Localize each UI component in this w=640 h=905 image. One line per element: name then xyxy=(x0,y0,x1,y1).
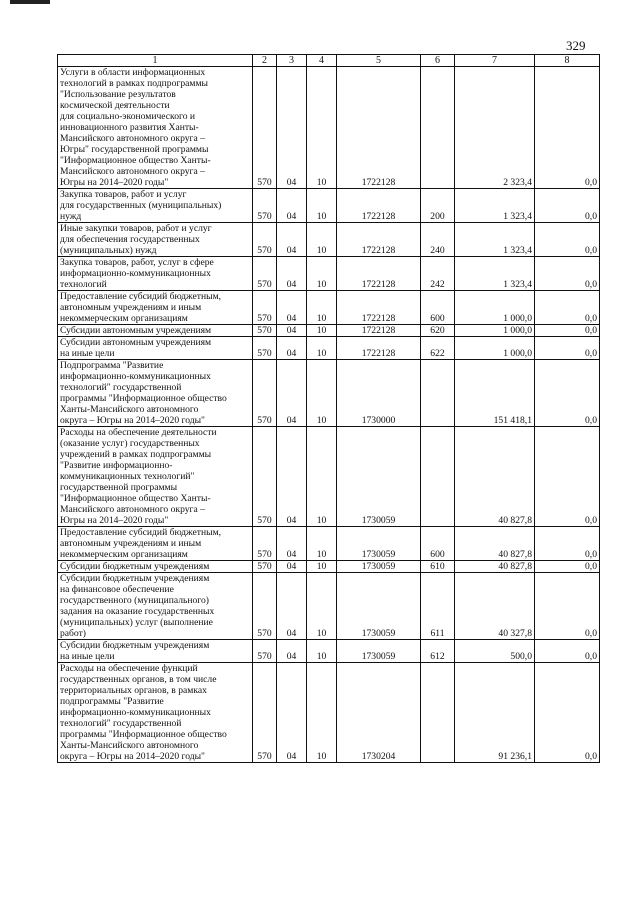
section-code-text: 04 xyxy=(286,211,297,222)
table-row xyxy=(58,189,600,223)
row-description-text: Закупка товаров, работ и услуг для государственных (муниципальных) нужд xyxy=(60,189,222,222)
row-description-text: Субсидии автономным учреждениям xyxy=(60,325,212,336)
section-code xyxy=(277,427,307,527)
section-code-text: 04 xyxy=(286,245,297,256)
admin-code xyxy=(253,337,277,360)
page-number: 329 xyxy=(566,38,586,53)
subsection-code-text: 10 xyxy=(316,628,327,639)
amount-value xyxy=(455,561,535,573)
scan-corner-mark xyxy=(10,0,50,4)
amount-value-2-text: 0,0 xyxy=(585,561,597,572)
amount-value xyxy=(455,257,535,291)
table-row xyxy=(58,640,600,663)
target-article-code-text: 1722128 xyxy=(361,325,396,336)
target-article-code-text: 1730059 xyxy=(361,515,396,526)
section-code-text: 04 xyxy=(286,628,297,639)
admin-code xyxy=(253,325,277,337)
section-code xyxy=(277,337,307,360)
row-description-text: Субсидии бюджетным учреждениям на иные цели xyxy=(60,640,210,662)
amount-value-2-text: 0,0 xyxy=(585,177,597,188)
expense-type-code xyxy=(421,223,455,257)
row-description xyxy=(58,561,253,573)
subsection-code-text: 10 xyxy=(316,561,327,572)
row-description xyxy=(58,663,253,763)
table-row xyxy=(58,360,600,427)
expense-type-code xyxy=(421,663,455,763)
admin-code-text: 570 xyxy=(257,279,272,290)
table-row xyxy=(58,291,600,325)
target-article-code-text: 1722128 xyxy=(361,177,396,188)
admin-code xyxy=(253,663,277,763)
amount-value xyxy=(455,223,535,257)
row-description-text: Подпрограмма "Развитие информационно-коммуникационных технологий" государственной программы "Информационное общество Ханты-Мансийского автономного округа – Югры на 2014–2020 годы" xyxy=(60,360,227,426)
subsection-code xyxy=(307,337,337,360)
target-article-code-text: 1722128 xyxy=(361,313,396,324)
amount-value-2-text: 0,0 xyxy=(585,313,597,324)
section-code xyxy=(277,257,307,291)
expense-type-code-text: 600 xyxy=(430,549,445,560)
expense-type-code xyxy=(421,337,455,360)
row-description-text: Закупка товаров, работ, услуг в сфере информационно-коммуникационных технологий xyxy=(60,257,214,290)
amount-value-2 xyxy=(535,67,600,189)
amount-value-text: 151 418,1 xyxy=(493,415,532,426)
expense-type-code xyxy=(421,573,455,640)
target-article-code xyxy=(337,640,421,663)
expense-type-code xyxy=(421,325,455,337)
admin-code xyxy=(253,527,277,561)
amount-value-text: 500,0 xyxy=(510,651,532,662)
subsection-code-text: 10 xyxy=(316,751,327,762)
amount-value-text: 40 827,8 xyxy=(498,561,532,572)
amount-value-2 xyxy=(535,337,600,360)
target-article-code xyxy=(337,561,421,573)
table-row xyxy=(58,561,600,573)
column-header: 2 xyxy=(253,55,277,67)
section-code xyxy=(277,561,307,573)
row-description xyxy=(58,360,253,427)
section-code-text: 04 xyxy=(286,325,297,336)
section-code xyxy=(277,67,307,189)
amount-value-text: 40 827,8 xyxy=(498,515,532,526)
subsection-code-text: 10 xyxy=(316,313,327,324)
admin-code-text: 570 xyxy=(257,628,272,639)
amount-value-2 xyxy=(535,640,600,663)
row-description xyxy=(58,67,253,189)
table-row xyxy=(58,325,600,337)
section-code-text: 04 xyxy=(286,348,297,359)
amount-value-2 xyxy=(535,573,600,640)
target-article-code-text: 1730059 xyxy=(361,651,396,662)
target-article-code-text: 1722128 xyxy=(361,348,396,359)
target-article-code xyxy=(337,189,421,223)
subsection-code xyxy=(307,640,337,663)
table-header-row xyxy=(58,55,600,67)
row-description-text: Субсидии автономным учреждениям на иные цели xyxy=(60,337,212,359)
admin-code-text: 570 xyxy=(257,651,272,662)
admin-code xyxy=(253,67,277,189)
table-row xyxy=(58,573,600,640)
section-code-text: 04 xyxy=(286,751,297,762)
admin-code-text: 570 xyxy=(257,211,272,222)
expense-type-code-text: 620 xyxy=(430,325,445,336)
admin-code-text: 570 xyxy=(257,348,272,359)
subsection-code-text: 10 xyxy=(316,245,327,256)
column-header: 3 xyxy=(277,55,307,67)
table-row xyxy=(58,663,600,763)
amount-value xyxy=(455,427,535,527)
amount-value-2 xyxy=(535,561,600,573)
admin-code-text: 570 xyxy=(257,515,272,526)
amount-value-2 xyxy=(535,663,600,763)
row-description xyxy=(58,291,253,325)
subsection-code xyxy=(307,291,337,325)
admin-code-text: 570 xyxy=(257,325,272,336)
target-article-code xyxy=(337,527,421,561)
amount-value-2 xyxy=(535,291,600,325)
amount-value-2-text: 0,0 xyxy=(585,348,597,359)
admin-code xyxy=(253,561,277,573)
row-description xyxy=(58,337,253,360)
amount-value-2-text: 0,0 xyxy=(585,211,597,222)
target-article-code xyxy=(337,427,421,527)
row-description xyxy=(58,189,253,223)
target-article-code-text: 1730204 xyxy=(361,751,396,762)
row-description xyxy=(58,427,253,527)
row-description-text: Субсидии бюджетным учреждениям xyxy=(60,561,210,572)
subsection-code xyxy=(307,257,337,291)
row-description xyxy=(58,640,253,663)
target-article-code xyxy=(337,360,421,427)
section-code-text: 04 xyxy=(286,651,297,662)
admin-code-text: 570 xyxy=(257,245,272,256)
subsection-code xyxy=(307,427,337,527)
amount-value-text: 1 000,0 xyxy=(503,313,532,324)
subsection-code xyxy=(307,360,337,427)
admin-code xyxy=(253,360,277,427)
amount-value-2-text: 0,0 xyxy=(585,245,597,256)
subsection-code-text: 10 xyxy=(316,325,327,336)
table-row xyxy=(58,257,600,291)
admin-code xyxy=(253,189,277,223)
amount-value-2-text: 0,0 xyxy=(585,325,597,336)
amount-value-2-text: 0,0 xyxy=(585,549,597,560)
subsection-code-text: 10 xyxy=(316,177,327,188)
expense-type-code-text: 612 xyxy=(430,651,445,662)
admin-code xyxy=(253,573,277,640)
amount-value-2 xyxy=(535,325,600,337)
section-code xyxy=(277,640,307,663)
amount-value-text: 91 236,1 xyxy=(498,751,532,762)
target-article-code xyxy=(337,257,421,291)
section-code-text: 04 xyxy=(286,415,297,426)
admin-code-text: 570 xyxy=(257,751,272,762)
expense-type-code xyxy=(421,257,455,291)
budget-table xyxy=(57,54,600,763)
row-description-text: Услуги в области информационных технологий в рамках подпрограммы "Использование результатов космической деятельности для социально-экономического и инновационного развития Ханты- Мансийского автономного округа – Югры" государственной программы "Информационное общество Ханты- Мансийского автономного округа – Югры на 2014–2020 годы" xyxy=(60,67,211,188)
expense-type-code-text: 200 xyxy=(430,211,445,222)
section-code xyxy=(277,663,307,763)
amount-value-text: 1 323,4 xyxy=(503,245,532,256)
section-code xyxy=(277,189,307,223)
subsection-code-text: 10 xyxy=(316,279,327,290)
expense-type-code xyxy=(421,360,455,427)
row-description-text: Расходы на обеспечение функций государственных органов, в том числе территориальных органов, в рамках подпрограммы "Развитие информационно-коммуникационных технологий" государственной программы "Информационное общество Ханты-Мансийского автономного округа – Югры на 2014–2020 годы" xyxy=(60,663,227,762)
amount-value xyxy=(455,325,535,337)
admin-code-text: 570 xyxy=(257,177,272,188)
amount-value xyxy=(455,291,535,325)
amount-value xyxy=(455,189,535,223)
column-header: 1 xyxy=(58,55,253,67)
admin-code xyxy=(253,427,277,527)
amount-value-2-text: 0,0 xyxy=(585,628,597,639)
expense-type-code xyxy=(421,527,455,561)
amount-value-text: 1 323,4 xyxy=(503,279,532,290)
subsection-code-text: 10 xyxy=(316,211,327,222)
expense-type-code-text: 611 xyxy=(430,628,445,639)
amount-value-text: 1 000,0 xyxy=(503,348,532,359)
subsection-code-text: 10 xyxy=(316,549,327,560)
expense-type-code xyxy=(421,67,455,189)
target-article-code xyxy=(337,223,421,257)
admin-code xyxy=(253,257,277,291)
subsection-code xyxy=(307,325,337,337)
amount-value-text: 40 827,8 xyxy=(498,549,532,560)
expense-type-code-text: 622 xyxy=(430,348,445,359)
row-description xyxy=(58,325,253,337)
expense-type-code xyxy=(421,561,455,573)
target-article-code-text: 1730059 xyxy=(361,549,396,560)
subsection-code xyxy=(307,67,337,189)
amount-value xyxy=(455,527,535,561)
row-description xyxy=(58,527,253,561)
expense-type-code-text: 240 xyxy=(430,245,445,256)
amount-value xyxy=(455,67,535,189)
amount-value xyxy=(455,573,535,640)
row-description xyxy=(58,573,253,640)
row-description xyxy=(58,223,253,257)
target-article-code-text: 1722128 xyxy=(361,245,396,256)
amount-value-text: 2 323,4 xyxy=(503,177,532,188)
section-code xyxy=(277,527,307,561)
section-code xyxy=(277,573,307,640)
subsection-code-text: 10 xyxy=(316,515,327,526)
amount-value-2 xyxy=(535,257,600,291)
amount-value-2 xyxy=(535,360,600,427)
admin-code-text: 570 xyxy=(257,313,272,324)
section-code xyxy=(277,223,307,257)
amount-value-2-text: 0,0 xyxy=(585,279,597,290)
subsection-code xyxy=(307,223,337,257)
admin-code-text: 570 xyxy=(257,415,272,426)
target-article-code xyxy=(337,663,421,763)
target-article-code-text: 1730059 xyxy=(361,628,396,639)
admin-code xyxy=(253,223,277,257)
subsection-code xyxy=(307,527,337,561)
amount-value xyxy=(455,663,535,763)
column-header: 8 xyxy=(535,55,600,67)
section-code-text: 04 xyxy=(286,515,297,526)
column-header: 4 xyxy=(307,55,337,67)
subsection-code-text: 10 xyxy=(316,348,327,359)
table-row xyxy=(58,427,600,527)
admin-code xyxy=(253,291,277,325)
row-description-text: Расходы на обеспечение деятельности (оказание услуг) государственных учреждений в рамках подпрограммы "Развитие информационно- коммуникационных технологий" государственной программы "Информационное общество Ханты- Мансийского автономного округа – Югры на 2014–2020 годы" xyxy=(60,427,217,526)
amount-value-2 xyxy=(535,189,600,223)
target-article-code-text: 1722128 xyxy=(361,279,396,290)
subsection-code-text: 10 xyxy=(316,415,327,426)
target-article-code xyxy=(337,573,421,640)
amount-value-2 xyxy=(535,223,600,257)
amount-value xyxy=(455,337,535,360)
section-code-text: 04 xyxy=(286,177,297,188)
subsection-code xyxy=(307,663,337,763)
expense-type-code xyxy=(421,189,455,223)
expense-type-code-text: 242 xyxy=(430,279,445,290)
amount-value-text: 40 327,8 xyxy=(498,628,532,639)
amount-value-2 xyxy=(535,527,600,561)
subsection-code xyxy=(307,573,337,640)
amount-value xyxy=(455,360,535,427)
row-description xyxy=(58,257,253,291)
target-article-code-text: 1730059 xyxy=(361,561,396,572)
table-row xyxy=(58,527,600,561)
amount-value-2 xyxy=(535,427,600,527)
section-code xyxy=(277,325,307,337)
target-article-code xyxy=(337,291,421,325)
target-article-code xyxy=(337,67,421,189)
row-description-text: Иные закупки товаров, работ и услуг для обеспечения государственных (муниципальных) нужд xyxy=(60,223,212,256)
section-code-text: 04 xyxy=(286,549,297,560)
column-header: 5 xyxy=(337,55,421,67)
amount-value-2-text: 0,0 xyxy=(585,751,597,762)
admin-code-text: 570 xyxy=(257,561,272,572)
expense-type-code xyxy=(421,427,455,527)
section-code-text: 04 xyxy=(286,561,297,572)
target-article-code-text: 1722128 xyxy=(361,211,396,222)
table-row xyxy=(58,223,600,257)
expense-type-code xyxy=(421,291,455,325)
expense-type-code xyxy=(421,640,455,663)
subsection-code xyxy=(307,561,337,573)
table-row xyxy=(58,67,600,189)
amount-value-text: 1 323,4 xyxy=(503,211,532,222)
column-header: 7 xyxy=(455,55,535,67)
row-description-text: Предоставление субсидий бюджетным, автономным учреждениям и иным некоммерческим организациям xyxy=(60,291,222,324)
section-code xyxy=(277,360,307,427)
expense-type-code-text: 610 xyxy=(430,561,445,572)
row-description-text: Предоставление субсидий бюджетным, автономным учреждениям и иным некоммерческим организациям xyxy=(60,527,222,560)
row-description-text: Субсидии бюджетным учреждениям на финансовое обеспечение государственного (муниципального) задания на оказание государственных (муниципальных) услуг (выполнение работ) xyxy=(60,573,215,639)
target-article-code xyxy=(337,325,421,337)
amount-value-text: 1 000,0 xyxy=(503,325,532,336)
subsection-code xyxy=(307,189,337,223)
table-row xyxy=(58,337,600,360)
expense-type-code-text: 600 xyxy=(430,313,445,324)
section-code xyxy=(277,291,307,325)
subsection-code-text: 10 xyxy=(316,651,327,662)
amount-value-2-text: 0,0 xyxy=(585,415,597,426)
section-code-text: 04 xyxy=(286,279,297,290)
amount-value xyxy=(455,640,535,663)
amount-value-2-text: 0,0 xyxy=(585,515,597,526)
section-code-text: 04 xyxy=(286,313,297,324)
target-article-code xyxy=(337,337,421,360)
admin-code-text: 570 xyxy=(257,549,272,560)
column-header: 6 xyxy=(421,55,455,67)
target-article-code-text: 1730000 xyxy=(361,415,396,426)
admin-code xyxy=(253,640,277,663)
amount-value-2-text: 0,0 xyxy=(585,651,597,662)
